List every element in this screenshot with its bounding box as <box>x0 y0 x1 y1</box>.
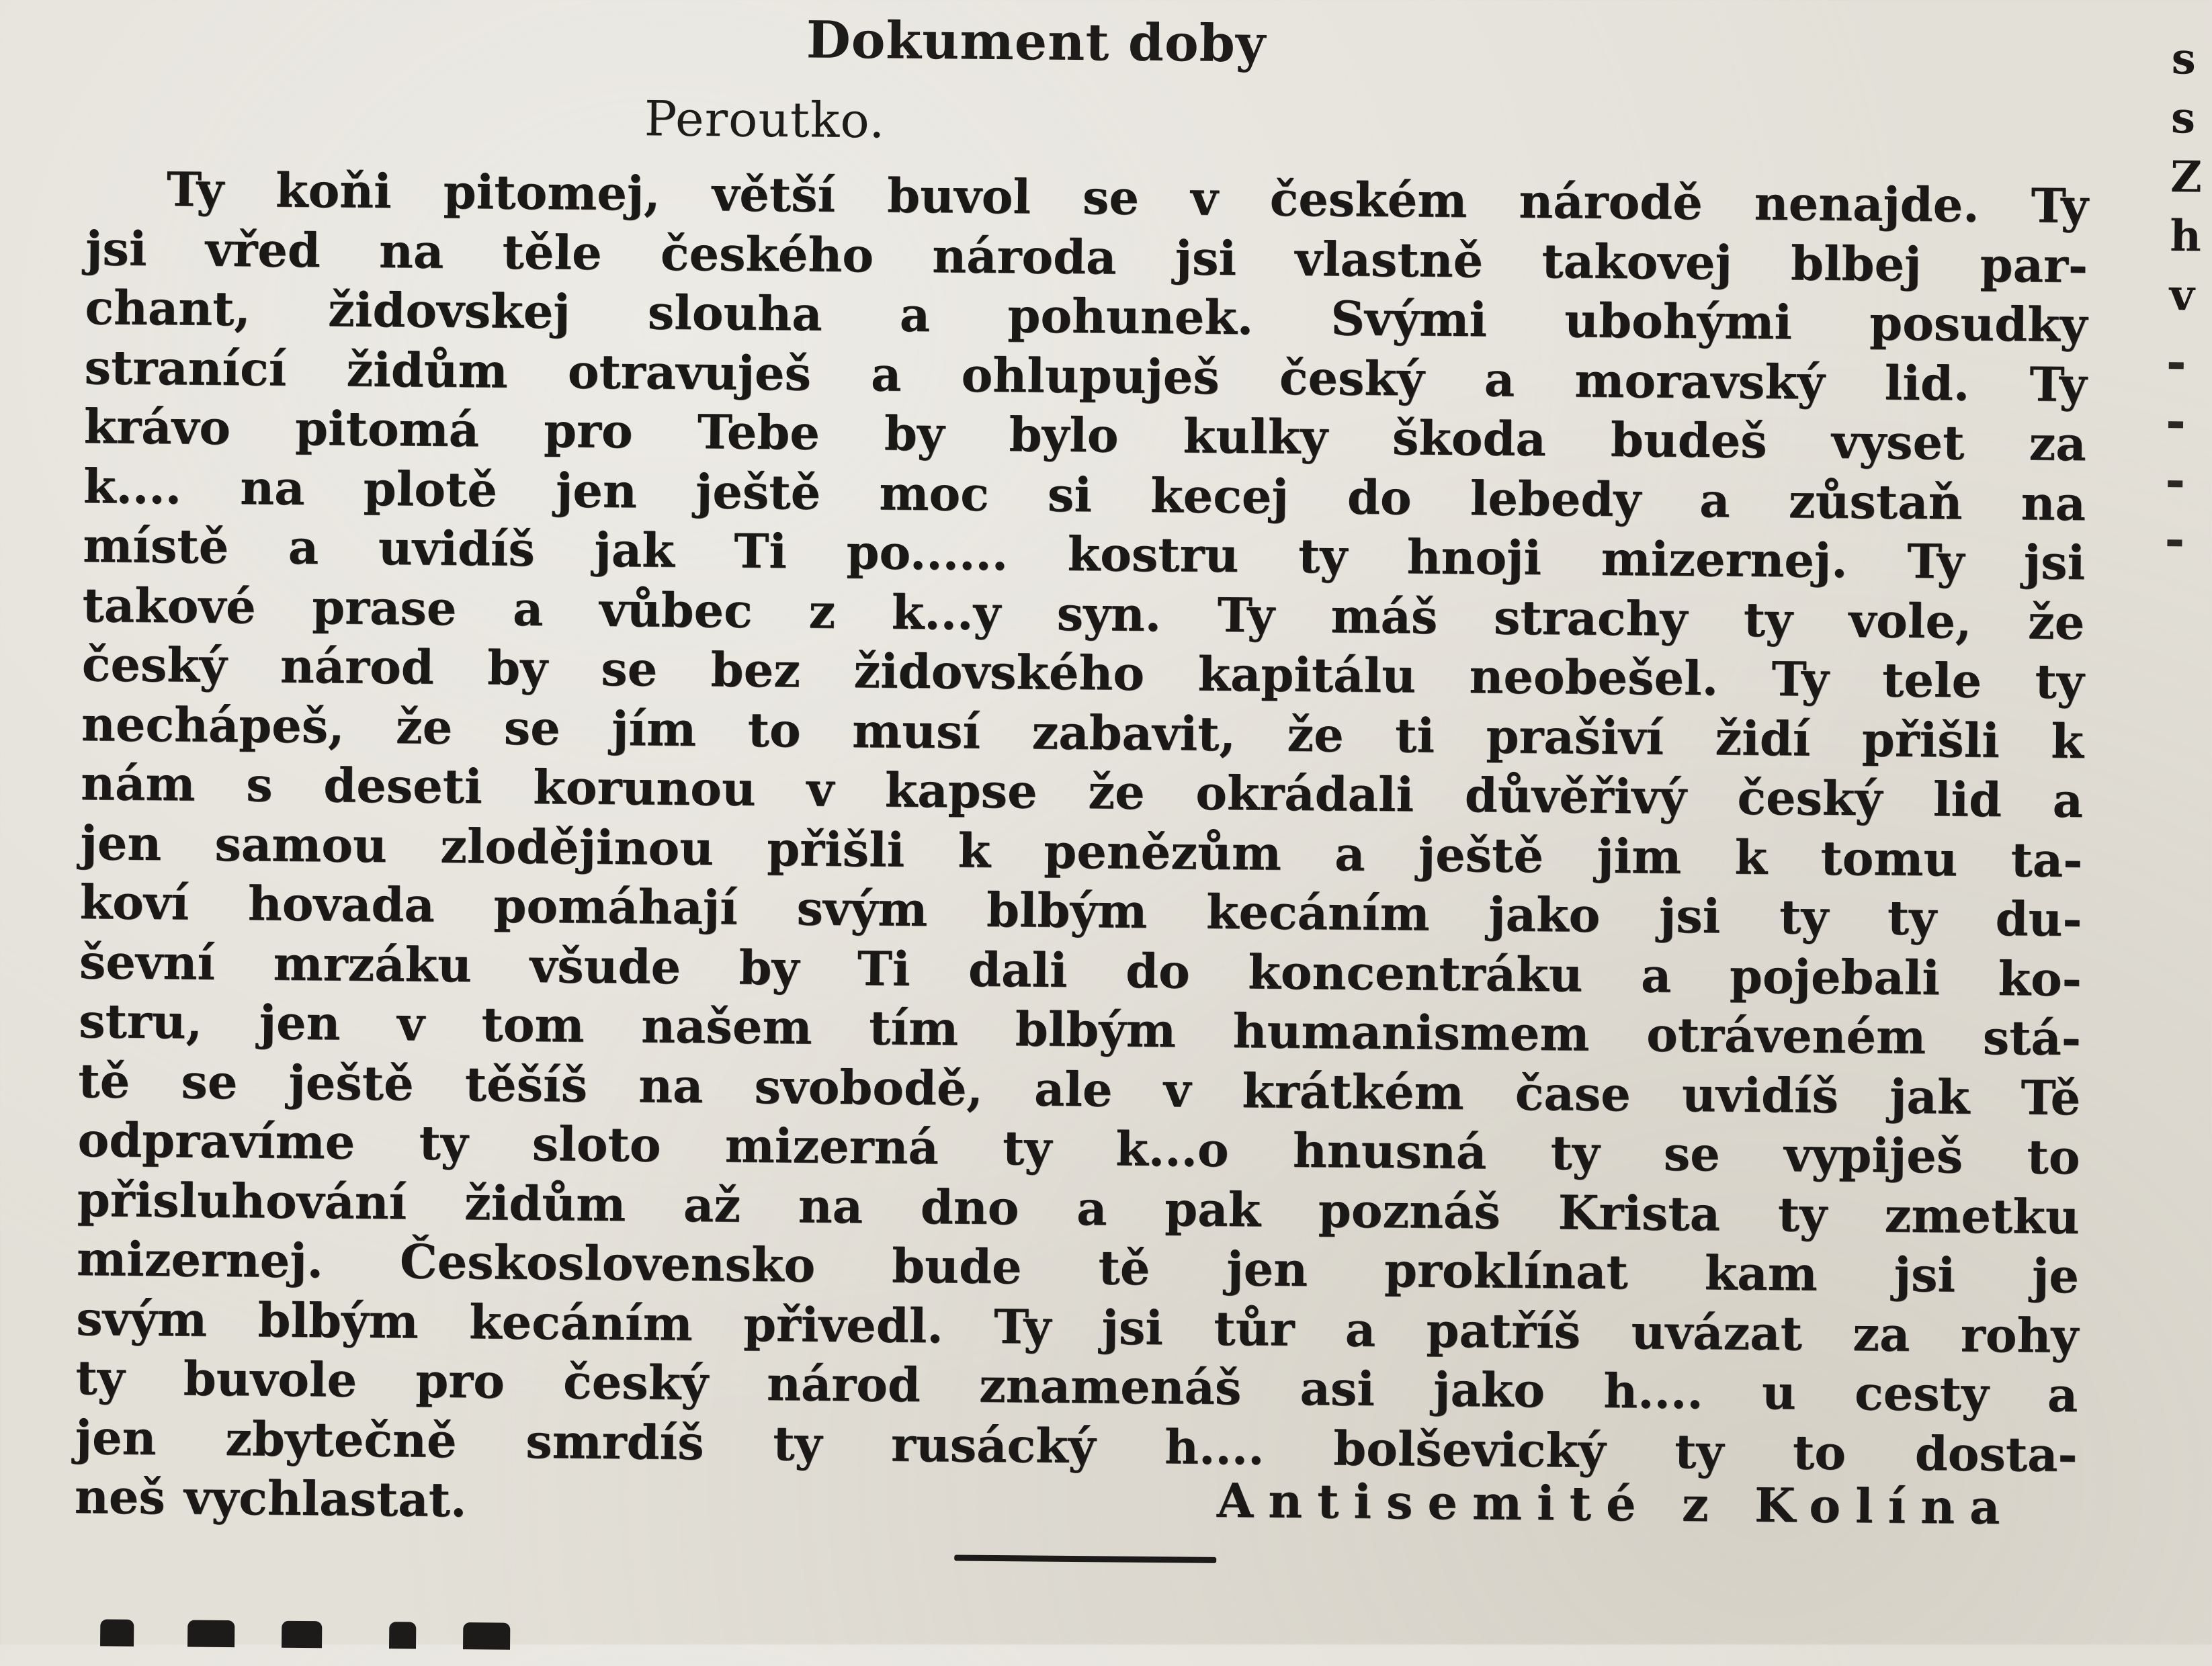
word: v <box>806 761 835 818</box>
word: vychlastat. <box>183 1469 467 1528</box>
word: a <box>1345 1301 1376 1358</box>
word: tím <box>868 1000 959 1057</box>
word: k...y <box>891 584 1001 641</box>
word: syn. <box>1056 585 1162 642</box>
word: do <box>1125 942 1191 999</box>
word: zbytečně <box>224 1410 457 1468</box>
word: dosta- <box>1914 1425 2078 1483</box>
word: dali <box>968 941 1068 998</box>
word: koví <box>79 874 189 931</box>
word: ti <box>1394 707 1435 764</box>
word: kecej <box>1150 467 1289 525</box>
word: proklínat <box>1384 1242 1629 1301</box>
word: moravský <box>1574 351 1825 410</box>
article-heading: Dokument doby <box>806 9 1267 74</box>
word: k <box>2050 713 2084 769</box>
word: uvidíš <box>1681 1066 1839 1124</box>
word: vypiješ <box>1783 1127 1963 1184</box>
word: v <box>1190 170 1219 226</box>
word: a <box>2047 1366 2078 1423</box>
word: Ti <box>733 523 788 580</box>
word: Ty <box>2031 177 2089 234</box>
word: pohunek. <box>1007 288 1254 346</box>
word: kecáním <box>468 1293 693 1352</box>
word: zlodějinou <box>439 818 714 876</box>
letter-signature: Antisemité z Kolína <box>1216 1472 2015 1536</box>
word: penězům <box>1044 823 1282 881</box>
word: jak <box>594 521 675 578</box>
word: krávo <box>83 398 231 456</box>
column-fragment-letter: s <box>2170 93 2196 144</box>
word: si <box>1047 466 1093 523</box>
word: tom <box>481 996 585 1053</box>
word: bude <box>891 1237 1022 1295</box>
word: ty <box>1777 1186 1828 1243</box>
word: ko- <box>1998 950 2082 1007</box>
word: tele <box>1881 652 1982 709</box>
word: Tě <box>2020 1069 2081 1126</box>
word: Ty <box>166 161 224 218</box>
word: stá- <box>1982 1009 2082 1067</box>
word: deseti <box>323 757 483 815</box>
word: du- <box>1995 890 2082 948</box>
word: zmetku <box>1884 1187 2080 1245</box>
word: buvol <box>886 167 1031 225</box>
word: a <box>1334 825 1365 882</box>
word: jen <box>75 1409 157 1466</box>
word: plotě <box>363 460 498 517</box>
word: jako <box>1488 886 1601 943</box>
word: židům <box>346 341 509 399</box>
word: přisluhování <box>77 1171 407 1230</box>
word: uvidíš <box>378 519 536 577</box>
word: jím <box>611 700 697 757</box>
word: Tebe <box>697 404 820 461</box>
word: Československo <box>399 1233 816 1293</box>
word: a <box>870 345 902 402</box>
word: a <box>1699 472 1730 528</box>
word: národ <box>280 638 435 695</box>
word: smrdíš <box>525 1413 704 1471</box>
word: znamenáš <box>978 1357 1242 1416</box>
word: pojebali <box>1729 948 1941 1006</box>
word: poznáš <box>1318 1182 1501 1240</box>
word: na <box>638 1057 704 1114</box>
word: dno <box>920 1178 1019 1235</box>
word: židí <box>1715 709 1811 767</box>
word: stranící <box>84 339 287 397</box>
word: vole, <box>1848 592 1972 650</box>
word: u <box>1761 1364 1797 1421</box>
word: přišli <box>1861 711 2000 769</box>
word: pomáhají <box>493 877 738 936</box>
word: otravuješ <box>567 343 812 402</box>
word: český <box>1279 349 1425 407</box>
word: jsi <box>1175 229 1237 286</box>
word: ty <box>1002 1120 1052 1176</box>
word: blbým <box>257 1291 419 1349</box>
word: to <box>2027 1129 2080 1186</box>
word: čase <box>1515 1065 1631 1122</box>
word: a <box>2052 772 2084 829</box>
word: český <box>1737 769 1883 827</box>
word: kostru <box>1067 525 1239 584</box>
word: škoda <box>1392 410 1547 468</box>
word: blbým <box>986 881 1148 939</box>
column-fragment-stub <box>2168 384 2209 444</box>
word: samou <box>214 816 388 873</box>
column-fragment-letter: v <box>2169 270 2195 321</box>
word: moc <box>879 464 990 522</box>
adjacent-column-fragment <box>2167 30 2212 562</box>
word: národě <box>1519 173 1703 231</box>
word: Ty <box>1906 533 1965 590</box>
word: by <box>486 640 548 697</box>
word: koňi <box>275 162 392 220</box>
word: jsi <box>1101 1299 1164 1356</box>
word: patříš <box>1426 1302 1581 1360</box>
word: neš <box>74 1468 166 1526</box>
word: ty <box>75 1350 125 1406</box>
word: ty <box>772 1415 822 1472</box>
word: budeš <box>1610 411 1768 469</box>
word: za <box>1853 1305 1910 1362</box>
word: by <box>738 939 800 996</box>
column-fragment-stub <box>2168 443 2209 503</box>
column-fragment-letter: h <box>2170 211 2202 262</box>
word: židovského <box>853 643 1145 701</box>
word: jsi <box>2023 534 2086 591</box>
word: musí <box>851 702 981 760</box>
letter-salutation: Peroutko. <box>644 90 886 149</box>
word: kulky <box>1183 408 1328 466</box>
word: otráveném <box>1646 1006 1926 1065</box>
word: všude <box>529 937 681 995</box>
word: pak <box>1164 1180 1261 1237</box>
word: jako <box>1433 1361 1545 1419</box>
word: se <box>503 699 561 756</box>
word: českého <box>660 225 874 283</box>
word: to <box>747 701 802 758</box>
word: ohlupuješ <box>961 346 1220 405</box>
word: hovada <box>247 875 435 933</box>
word: k <box>958 822 991 879</box>
word: Svými <box>1330 290 1488 348</box>
word: ty <box>1779 889 1829 945</box>
word: bez <box>710 642 801 699</box>
word: strachy <box>1493 588 1688 647</box>
word: Krista <box>1558 1184 1721 1241</box>
word: mrzáku <box>273 935 472 993</box>
word: Ty <box>1217 586 1275 644</box>
word: odpravíme <box>77 1112 355 1170</box>
word: našem <box>640 998 812 1055</box>
letter-body <box>75 159 2089 1544</box>
word: národa <box>932 227 1117 286</box>
word: svobodě, <box>754 1058 984 1116</box>
word: jim <box>1596 828 1682 885</box>
word: sloto <box>531 1115 661 1173</box>
word: a <box>1640 947 1672 1004</box>
word: do <box>1347 469 1412 525</box>
word: nenajde. <box>1754 175 1980 233</box>
word: ty <box>1298 527 1348 584</box>
word: že <box>395 698 453 755</box>
word: h.... <box>1164 1418 1265 1475</box>
word: máš <box>1330 587 1438 645</box>
word: český <box>562 1354 709 1411</box>
word: těle <box>502 224 602 281</box>
word: blbej <box>1790 234 1922 292</box>
word: Ty <box>993 1298 1052 1355</box>
word: ty <box>1887 889 1937 947</box>
word: mizernej. <box>1601 530 1848 589</box>
word: jen <box>259 994 341 1051</box>
word: kecáním <box>1205 883 1431 942</box>
word: jen <box>555 462 638 519</box>
word: stru, <box>78 993 203 1050</box>
word: uvázat <box>1631 1303 1803 1361</box>
word: ubohými <box>1564 292 1793 351</box>
word: lid <box>1932 771 2002 828</box>
word: ševní <box>79 933 216 991</box>
word: židovskej <box>327 281 570 340</box>
word: Ty <box>1771 651 1829 707</box>
word: na <box>239 459 305 516</box>
word: chant, <box>85 279 251 337</box>
word: na <box>798 1177 863 1234</box>
word: bylo <box>1009 406 1119 464</box>
word: takové <box>82 576 257 634</box>
word: rusácký <box>890 1416 1096 1474</box>
word: jak <box>1889 1068 1970 1125</box>
word: okrádali <box>1195 764 1414 823</box>
word: prašiví <box>1486 707 1664 766</box>
word: že <box>1087 764 1145 820</box>
word: je <box>2031 1247 2080 1305</box>
word: pitomej, <box>443 163 661 222</box>
word: rohy <box>1960 1307 2079 1364</box>
word: pro <box>543 402 634 459</box>
word: jsi <box>1658 887 1721 945</box>
word: a <box>288 519 319 576</box>
word: že <box>2027 593 2085 650</box>
word: par- <box>1980 236 2088 294</box>
word: v <box>1163 1061 1191 1119</box>
word: cesty <box>1854 1365 1990 1422</box>
word: neobešel. <box>1469 648 1719 707</box>
word: přivedl. <box>742 1296 944 1354</box>
column-fragment-stub <box>2169 325 2210 385</box>
word: s <box>245 756 273 813</box>
word: k.... <box>83 457 182 515</box>
word: vyset <box>1831 413 1965 471</box>
word: jen <box>80 814 162 871</box>
word: hnusná <box>1292 1122 1487 1180</box>
word: nám <box>80 755 196 812</box>
word: krátkém <box>1242 1062 1465 1121</box>
word: jen <box>1226 1240 1308 1298</box>
word: vlastně <box>1294 230 1484 288</box>
word: ty <box>1674 1423 1724 1479</box>
next-article-fragment <box>87 1607 624 1652</box>
word: kam <box>1704 1245 1818 1302</box>
word: ale <box>1033 1060 1113 1117</box>
word: ty <box>1743 591 1793 648</box>
section-divider <box>954 1554 1216 1563</box>
word: zůstaň <box>1788 472 1963 531</box>
word: tě <box>1098 1239 1150 1296</box>
word: asi <box>1300 1360 1375 1417</box>
word: vůbec <box>599 581 753 639</box>
word: českém <box>1269 171 1467 229</box>
word: z <box>808 583 836 640</box>
word: mizerná <box>724 1117 939 1176</box>
word: slouha <box>647 284 823 342</box>
word: k...o <box>1115 1121 1230 1178</box>
word: bolševický <box>1332 1419 1606 1479</box>
word: národ <box>766 1356 921 1413</box>
word: hnoji <box>1406 529 1542 586</box>
word: blbým <box>1015 1001 1177 1059</box>
word: na <box>2020 474 2086 531</box>
word: a <box>899 286 931 343</box>
word: pro <box>415 1352 505 1409</box>
word: lid. <box>1884 354 1970 412</box>
word: lebedy <box>1470 470 1642 527</box>
word: židům <box>464 1174 626 1232</box>
word: posudky <box>1869 295 2088 353</box>
word: ty <box>419 1114 468 1172</box>
word: po...... <box>846 524 1009 582</box>
word: že <box>1287 706 1345 762</box>
word: svým <box>75 1290 208 1348</box>
word: až <box>683 1176 741 1233</box>
word: Ty <box>2029 355 2087 412</box>
word: důvěřivý <box>1464 767 1687 825</box>
word: přišli <box>766 820 905 878</box>
word: h.... <box>1603 1362 1704 1420</box>
word: ty <box>1550 1125 1600 1181</box>
word: kapitálu <box>1197 646 1416 704</box>
word: jsi <box>85 220 147 277</box>
word: k <box>1734 829 1768 885</box>
column-fragment-letter: Z <box>2170 152 2203 203</box>
word: tě <box>78 1052 130 1109</box>
word: svým <box>796 880 928 938</box>
word: těšíš <box>464 1055 588 1113</box>
word: tomu <box>1820 830 1958 887</box>
word: by <box>884 405 945 462</box>
word: ta- <box>2010 831 2083 888</box>
word: se <box>1663 1125 1721 1182</box>
word: ještě <box>288 1054 415 1111</box>
word: a <box>1484 351 1515 408</box>
word: mizernej. <box>76 1231 324 1289</box>
word: větší <box>712 166 836 223</box>
column-fragment-stub <box>2167 502 2208 562</box>
word: humanismem <box>1232 1003 1590 1062</box>
word: Ti <box>857 940 910 997</box>
word: a <box>512 580 544 637</box>
word: pitomá <box>294 400 480 458</box>
word: se <box>181 1053 238 1110</box>
word: se <box>1082 169 1140 226</box>
word: tůr <box>1213 1300 1295 1357</box>
word: prase <box>311 578 457 636</box>
word: ty <box>2035 653 2084 710</box>
word: zabavit, <box>1031 703 1236 762</box>
word: jsi <box>1894 1246 1956 1303</box>
word: takovej <box>1541 232 1733 291</box>
word: český <box>81 636 227 693</box>
word: se <box>600 640 658 697</box>
word: to <box>1792 1423 1846 1481</box>
word: korunou <box>533 758 757 817</box>
word: nechápeš, <box>81 695 345 754</box>
word: kapse <box>884 762 1037 820</box>
column-fragment-letter: s <box>2171 34 2197 85</box>
word: v <box>396 996 425 1052</box>
word: ještě <box>695 463 821 521</box>
word: za <box>2029 415 2087 472</box>
word: buvole <box>183 1350 357 1408</box>
word: a <box>1076 1180 1107 1236</box>
word: koncentráku <box>1248 943 1583 1003</box>
word: ještě <box>1418 826 1544 883</box>
word: vřed <box>205 221 321 278</box>
word: na <box>378 222 444 279</box>
word: místě <box>82 517 229 574</box>
